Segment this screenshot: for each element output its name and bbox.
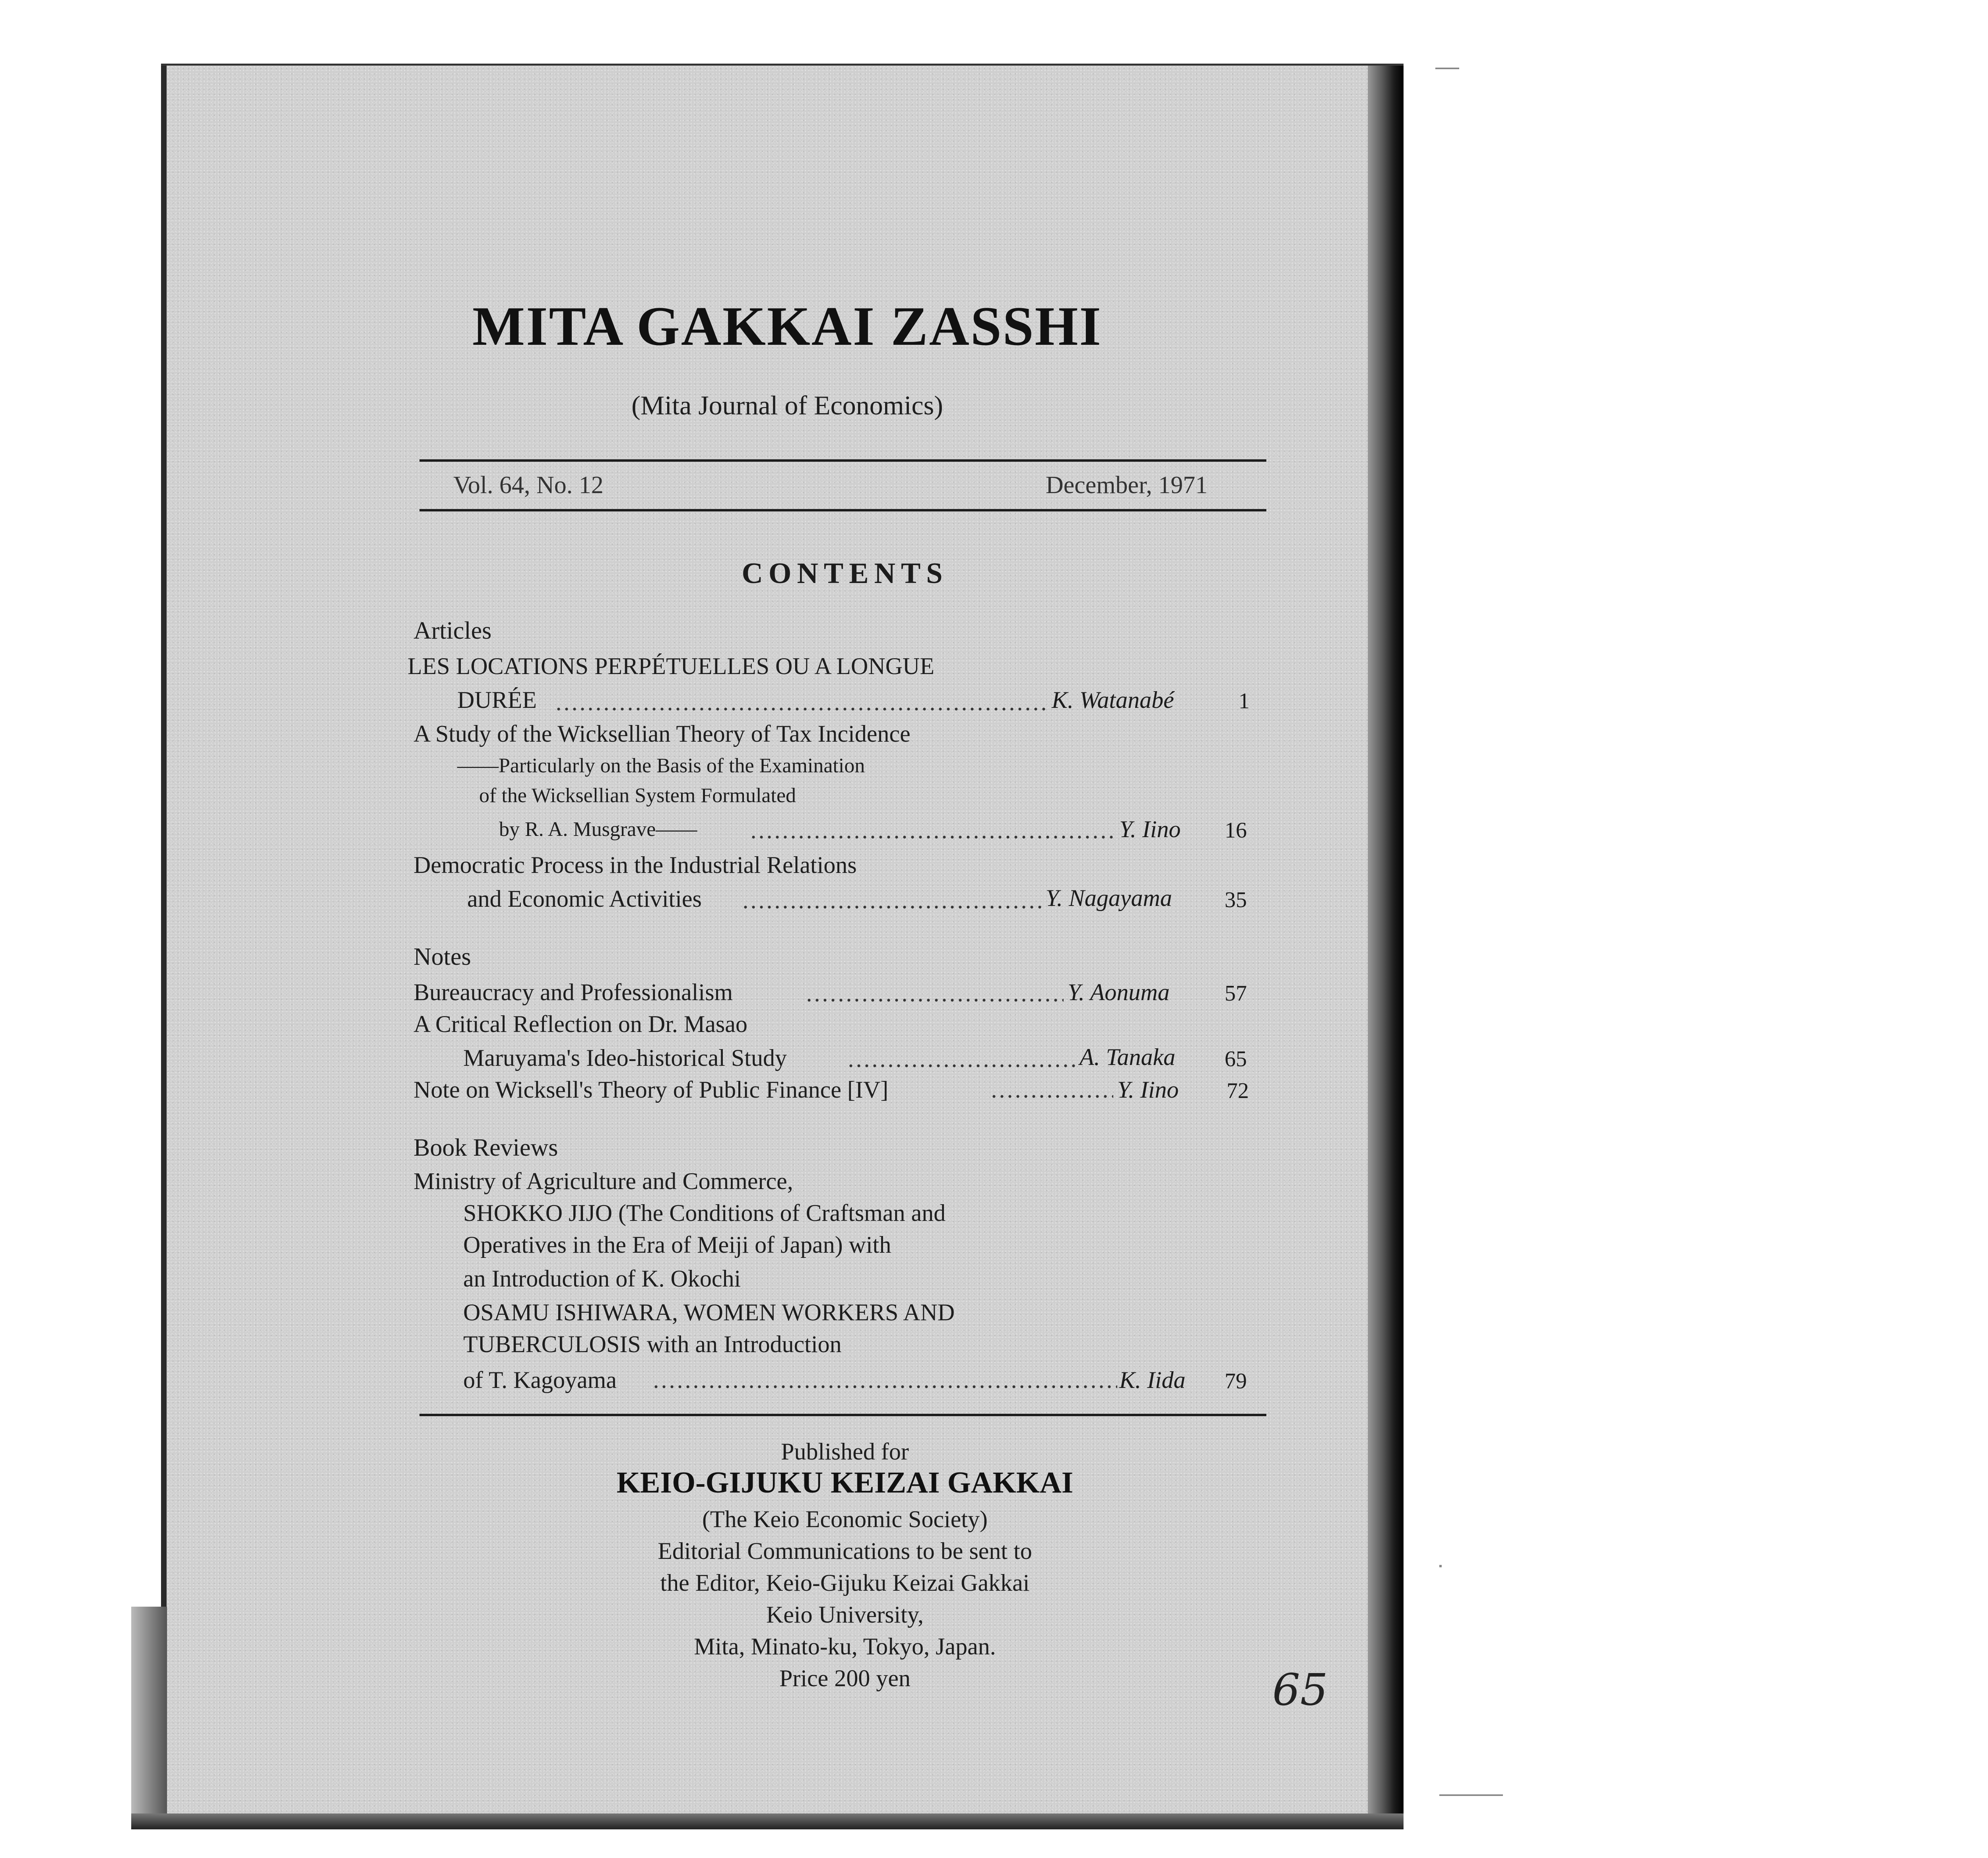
note-3-page: 72 [1227,1079,1249,1103]
note-1-line-1: Bureaucracy and Professionalism [414,979,733,1005]
note-2-author: A. Tanaka [1079,1044,1176,1070]
article-1-page: 1 [1239,689,1250,713]
review-line-1: Ministry of Agriculture and Commerce, [414,1168,793,1194]
review-page: 79 [1225,1369,1247,1394]
scan-speck [1439,1565,1442,1567]
review-line-2: SHOKKO JIJO (The Conditions of Craftsman and [463,1200,946,1226]
leader-dots [805,998,1064,1002]
rule-bottom [419,1414,1266,1416]
review-line-6: TUBERCULOSIS with an Introduction [463,1331,842,1357]
publisher-line-6: Keio University, [766,1601,924,1628]
journal-title: MITA GAKKAI ZASSHI [472,295,1102,357]
rule-top [419,459,1266,462]
leader-dots [990,1094,1113,1098]
review-line-5: OSAMU ISHIWARA, WOMEN WORKERS AND [463,1299,955,1325]
publisher-name: KEIO-GIJUKU KEIZAI GAKKAI [616,1466,1074,1499]
handwritten-page-mark: 65 [1272,1664,1328,1715]
contents-heading: CONTENTS [742,557,948,590]
publisher-line-8: Price 200 yen [779,1665,911,1691]
scan-speck [1439,1794,1503,1796]
article-1-line-2: DURÉE [457,687,537,713]
note-2-line-1: A Critical Reflection on Dr. Masao [414,1011,747,1037]
note-3-author: Y. Iino [1117,1077,1179,1103]
review-line-4: an Introduction of K. Okochi [463,1265,741,1292]
publisher-line-7: Mita, Minato-ku, Tokyo, Japan. [694,1633,996,1660]
note-2-line-2: Maruyama's Ideo-historical Study [463,1045,787,1071]
article-2-line-1: A Study of the Wicksellian Theory of Tax Incidence [414,721,911,747]
article-3-page: 35 [1225,888,1247,912]
article-3-author: Y. Nagayama [1046,885,1172,911]
rule-under-volume [419,509,1266,511]
article-1-author: K. Watanabé [1052,687,1174,713]
article-2-page: 16 [1225,818,1247,843]
leader-dots [555,707,1048,711]
article-1-line-1: LES LOCATIONS PERPÉTUELLES OU A LONGUE [408,653,935,679]
section-notes: Notes [414,943,471,970]
book-spine-shadow [1368,66,1404,1826]
journal-subtitle: (Mita Journal of Economics) [631,390,943,420]
page-bottom-edge [131,1813,1404,1829]
review-author: K. Iida [1119,1367,1186,1393]
publisher-line-3: (The Keio Economic Society) [702,1506,988,1532]
issue-date: December, 1971 [1046,472,1208,499]
leader-dots [847,1064,1077,1068]
note-2-page: 65 [1225,1047,1247,1071]
publisher-line-4: Editorial Communications to be sent to [658,1538,1032,1564]
page-left-edge [161,66,167,1826]
page-bottom-left-shadow [131,1607,167,1829]
article-3-line-2: and Economic Activities [467,886,702,912]
review-line-7: of T. Kagoyama [463,1367,617,1393]
leader-dots [749,835,1115,839]
article-2-line-3: of the Wicksellian System Formulated [479,784,796,807]
article-2-author: Y. Iino [1119,816,1181,842]
note-1-page: 57 [1225,981,1247,1006]
article-2-line-2: ——Particularly on the Basis of the Examination [457,754,865,777]
leader-dots [742,905,1044,909]
volume-number: Vol. 64, No. 12 [453,472,604,499]
publisher-line-5: the Editor, Keio-Gijuku Keizai Gakkai [660,1570,1030,1596]
section-articles: Articles [414,617,492,644]
article-3-line-1: Democratic Process in the Industrial Relations [414,852,857,878]
leader-dots [652,1385,1117,1389]
section-book-reviews: Book Reviews [414,1134,558,1161]
review-line-3: Operatives in the Era of Meiji of Japan) with [463,1232,891,1258]
publisher-line-1: Published for [781,1438,909,1465]
note-3-line-1: Note on Wicksell's Theory of Public Finance [IV] [414,1077,889,1103]
note-1-author: Y. Aonuma [1068,979,1170,1005]
scan-speck [1435,68,1459,69]
article-2-line-4: by R. A. Musgrave—— [499,818,697,841]
